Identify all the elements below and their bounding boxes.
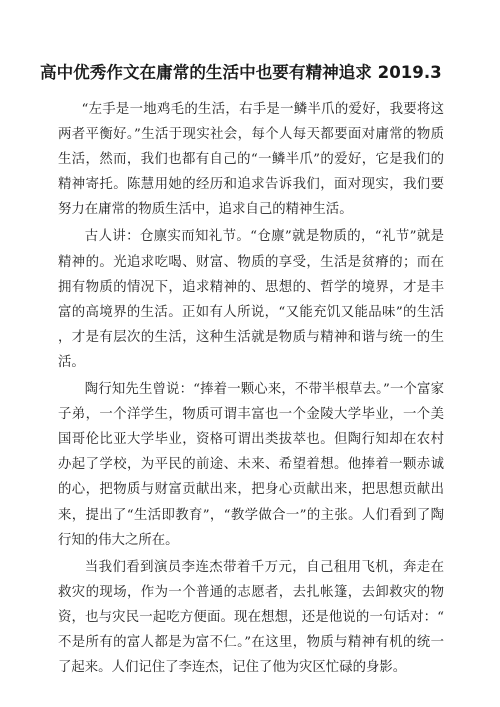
paragraph-2: 古人讲：仓廪实而知礼节。“仓廪”就是物质的，“礼节”就是精神的。光追求吃喝、财富、物质的享受，生活是贫瘠的；而在拥有物质的情况下，追求精神的、思想的、哲学的境界，才是丰富的高境界的生活。正如有人所说，“又能充饥又能品味”的生活，才是有层次的生活，这种生活就是物质与精神和谐与统一的生活。 [58,229,444,370]
paragraph-4: 当我们看到演员李连杰带着千万元，自己租用飞机，奔走在救灾的现场，作为一个普通的志愿者，去扎帐篷，去卸救灾的物资，也与灾民一起吃方便面。现在想想，还是他说的一句话对：“不是所有的富人都是为富不仁。”在这里，物质与精神有机的统一了起来。人们记住了李连杰，记住了他为灾区忙碌的身影。 [58,559,444,676]
document-title: 高中优秀作文在庸常的生活中也要有精神追求 2019.3 [40,63,442,82]
paragraph-1: “左手是一地鸡毛的生活，右手是一鳞半爪的爱好，我要将这两者平衡好。”生活于现实社会，每个人每天都要面对庸常的物质生活，然而，我们也都有自己的“一鳞半爪”的爱好，它是我们的精神寄托。陈慧用她的经历和追求告诉我们，面对现实，我们要努力在庸常的物质生活中，追求自己的精神生活。 [58,102,444,218]
document-body [58,97,444,682]
paragraph-3: 陶行知先生曾说：“捧着一颗心来，不带半根草去。”一个富家子弟，一个洋学生，物质可谓丰富也一个金陵大学毕业，一个美国哥伦比亚大学毕业，资格可谓出类拔萃也。但陶行知却在农村办起了学校，为平民的前途、未来、希望着想。他捧着一颗赤诚的心，把物质与财富贡献出来，把身心贡献出来，把思想贡献出来，提出了“生活即教育”，“教学做合一”的主张。人们看到了陶行知的伟大之所在。 [58,382,444,548]
